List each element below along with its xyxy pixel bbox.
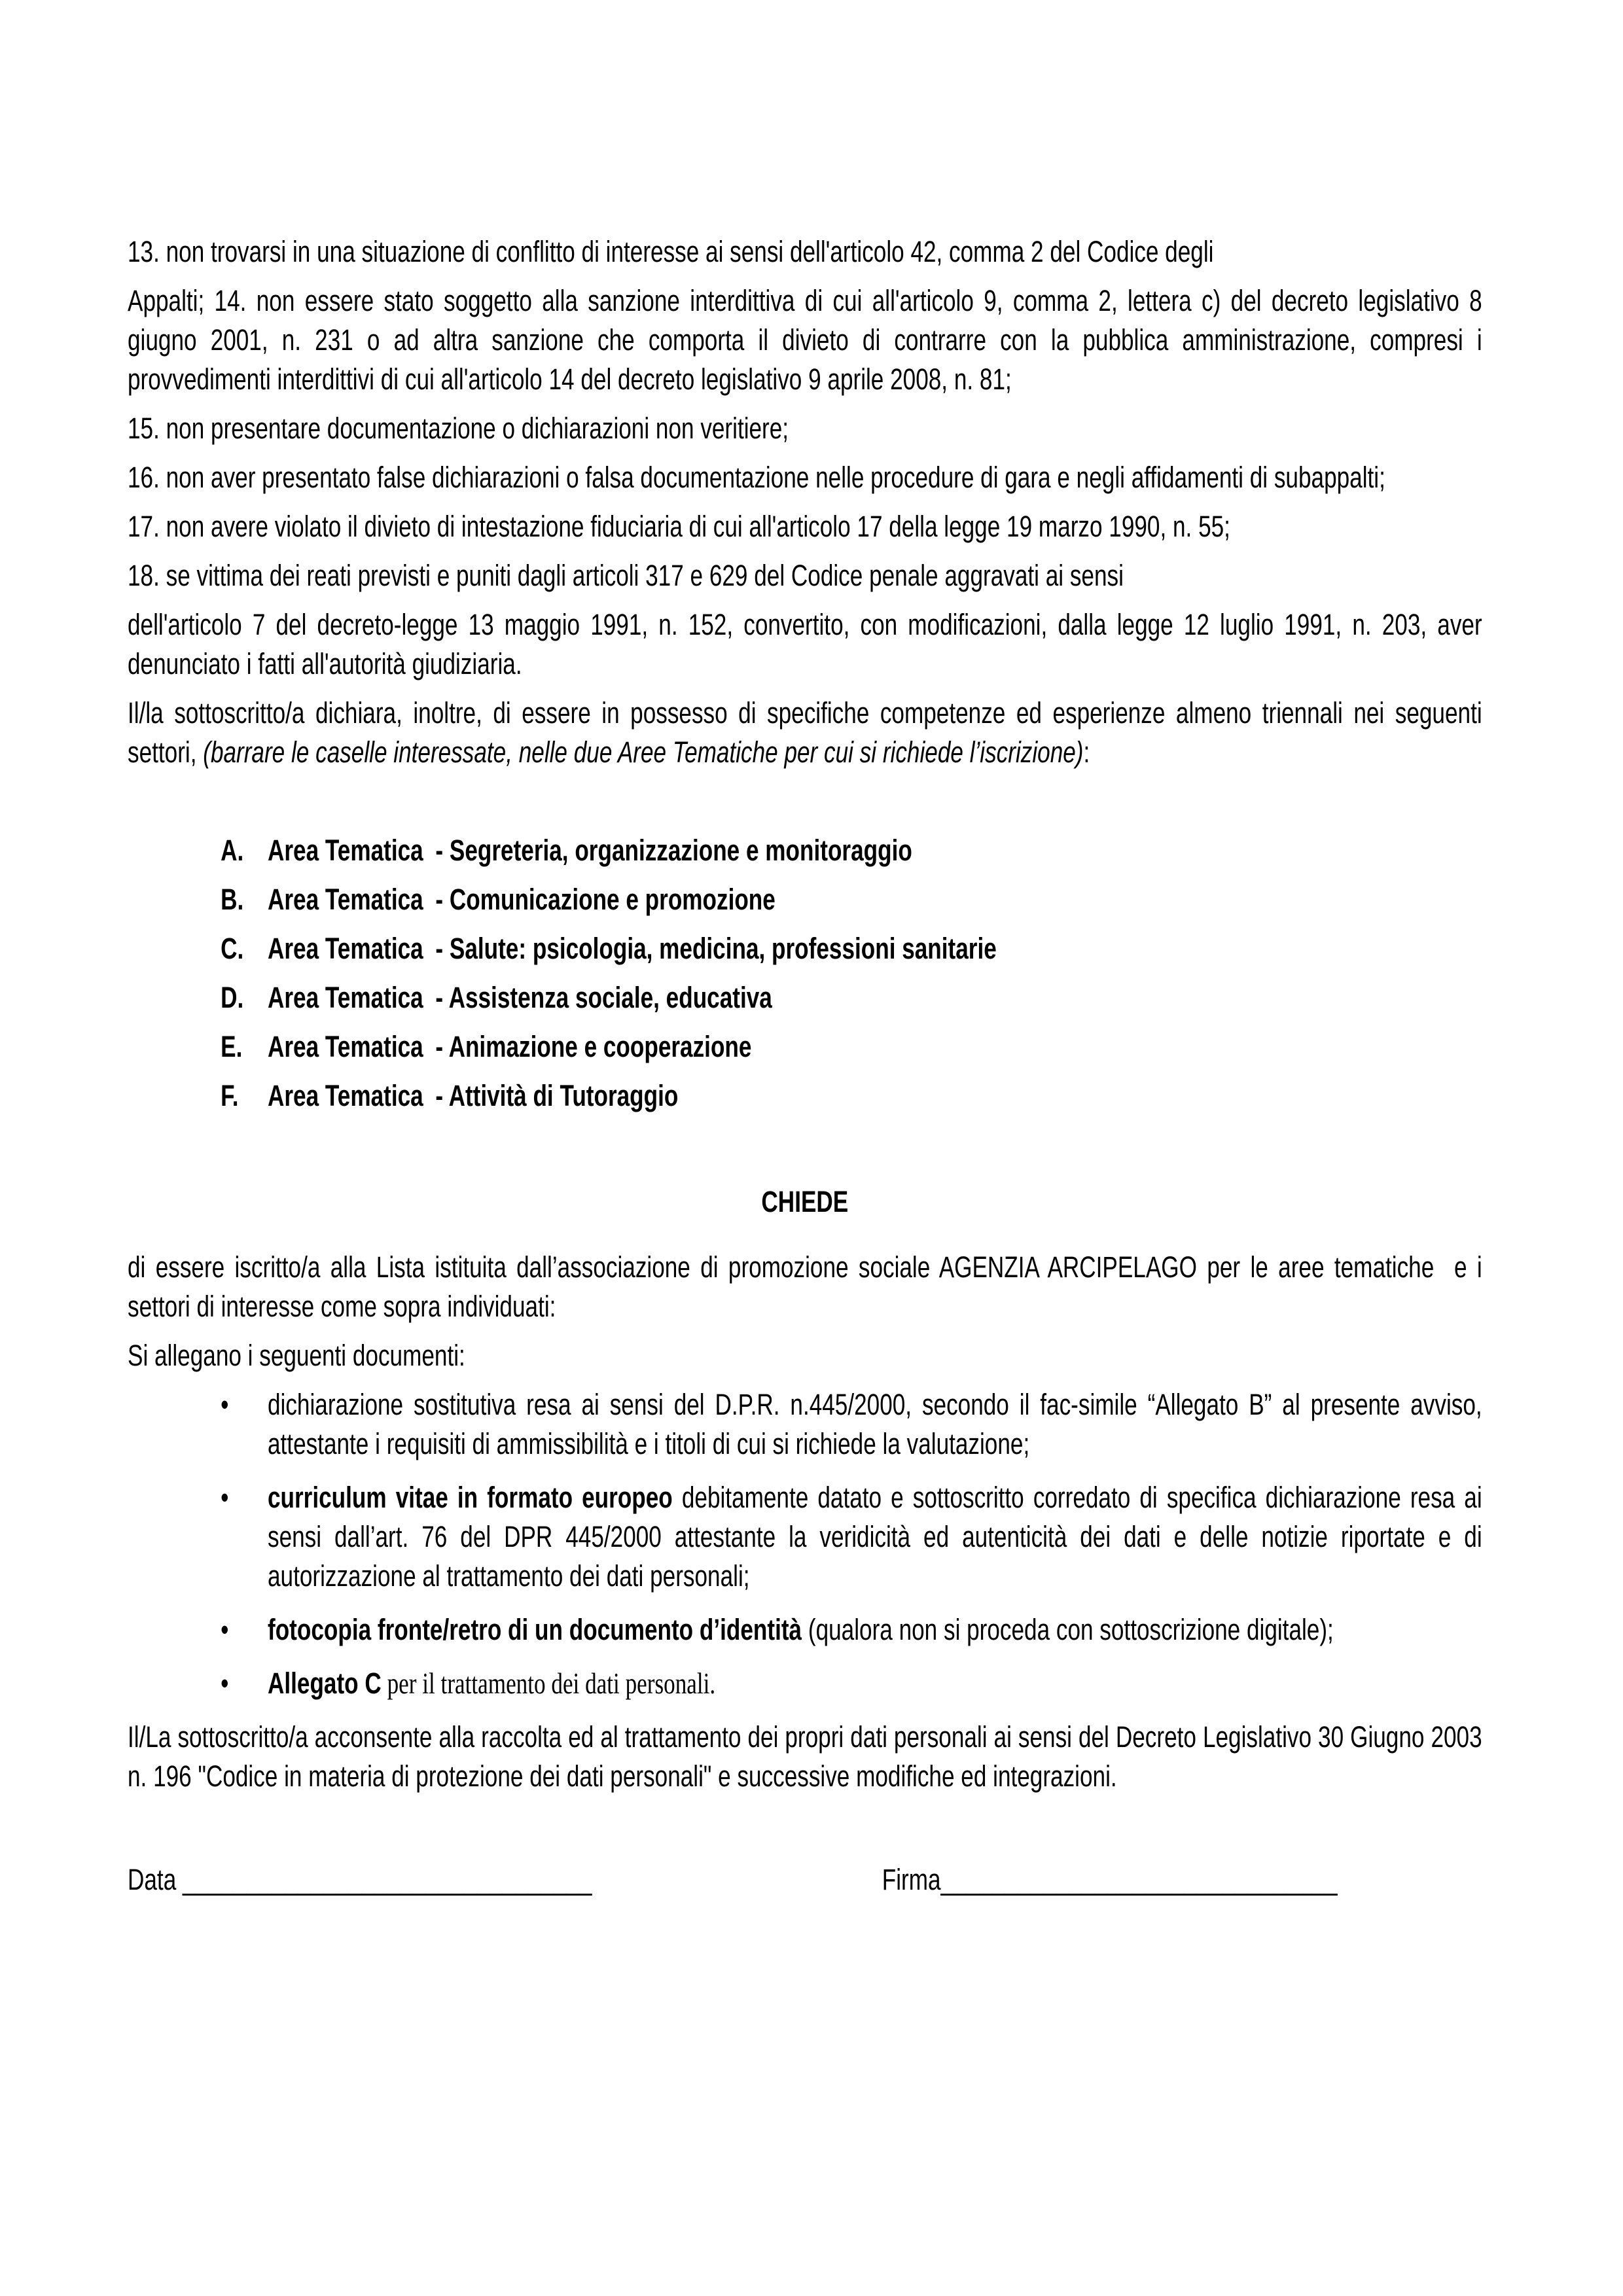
date-label: Data	[128, 1863, 183, 1896]
area-label: Area Tematica	[267, 834, 423, 867]
paragraph-item-16: 16. non aver presentato false dichiarazioni o falsa documentazione nelle procedure di gara e negli affidamenti di subappalti;	[128, 461, 1385, 494]
signature-row	[128, 1860, 1482, 1899]
declaration-intro-text: Il/la sottoscritto/a dichiara, inoltre, di essere in possesso di specifiche competenze ed esperienze almeno triennali nei seguenti settori,	[128, 696, 1482, 769]
area-label: Area Tematica	[267, 932, 423, 965]
signature-block	[882, 1860, 1338, 1899]
bullet-icon: •	[221, 1613, 229, 1646]
thematic-area-item-a	[221, 831, 1482, 870]
chiede-heading: CHIEDE	[761, 1185, 849, 1218]
attachment-bold-lead: Allegato C	[267, 1667, 382, 1700]
area-description: - Assistenza sociale, educativa	[435, 981, 772, 1014]
consent-paragraph: Il/La sottoscritto/a acconsente alla raccolta ed al trattamento dei propri dati personali ai sensi del Decreto Legislativo 30 Giugno 2003 n. 196 "Codice in materia di protezione dei dati personali" e successive modifiche ed integrazioni.	[128, 1720, 1482, 1793]
document-content	[128, 232, 1482, 1899]
bullet-icon: •	[221, 1667, 229, 1700]
attachments-intro: Si allegano i seguenti documenti:	[128, 1339, 465, 1372]
area-letter: E.	[221, 1030, 243, 1063]
attachment-rest: debitamente datato e sottoscritto corredato di specifica dichiarazione resa ai sensi dall’art. 76 del DPR 445/2000 attestante la veridicità ed autenticità dei dati e delle notizie riportate e di autorizzazione al trattamento dei dati personali;	[267, 1481, 1482, 1593]
bullet-icon: •	[221, 1388, 229, 1421]
area-description: - Attività di Tutoraggio	[435, 1079, 679, 1112]
area-description: - Comunicazione e promozione	[435, 883, 776, 916]
attachment-item-declaration	[221, 1385, 1482, 1464]
area-label: Area Tematica	[267, 1030, 423, 1063]
attachment-rest-serif: per il trattamento dei dati personali.	[381, 1667, 716, 1700]
paragraph-item-18-intro: 18. se vittima dei reati previsti e puniti dagli articoli 317 e 629 del Codice penale aggravati ai sensi	[128, 559, 1124, 592]
area-letter: B.	[221, 883, 244, 916]
attachment-text	[268, 1610, 1482, 1650]
thematic-areas-list	[128, 831, 1482, 1116]
area-letter: F.	[221, 1079, 239, 1112]
area-letter: C.	[221, 932, 244, 965]
attachment-text	[268, 1478, 1482, 1596]
date-blank-line: ________________________________	[183, 1863, 592, 1896]
signature-label: Firma	[882, 1863, 941, 1896]
area-description: - Salute: psicologia, medicina, professioni sanitarie	[435, 932, 997, 965]
area-label: Area Tematica	[267, 883, 423, 916]
attachment-item-curriculum	[221, 1478, 1482, 1596]
area-letter: A.	[221, 834, 244, 867]
attachment-rest: (qualora non si proceda con sottoscrizione digitale);	[802, 1613, 1334, 1646]
attachment-text: dichiarazione sostitutiva resa ai sensi del D.P.R. n.445/2000, secondo il fac-simile “Allegato B” al presente avviso, attestante i requisiti di ammissibilità e i titoli di cui si richiede la valutazione;	[267, 1388, 1482, 1460]
attachment-bold-lead: curriculum vitae in formato europeo	[267, 1481, 673, 1514]
paragraph-item-13: 13. non trovarsi in una situazione di conflitto di interesse ai sensi dell'articolo 42, comma 2 del Codice degli	[128, 235, 1214, 268]
declaration-paragraph	[128, 694, 1482, 772]
paragraph-item-15: 15. non presentare documentazione o dichiarazioni non veritiere;	[128, 412, 789, 445]
area-label: Area Tematica	[267, 981, 423, 1014]
date-block	[128, 1860, 882, 1899]
area-letter: D.	[221, 981, 244, 1014]
area-description: - Segreteria, organizzazione e monitoraggio	[435, 834, 912, 867]
paragraph-item-14: Appalti; 14. non essere stato soggetto alla sanzione interdittiva di cui all'articolo 9, comma 2, lettera c) del decreto legislativo 8 giugno 2001, n. 231 o ad altra sanzione che comporta il divieto di contrarre con la pubblica amministrazione, compresi i provvedimenti interdittivi di cui all'articolo 14 del decreto legislativo 9 aprile 2008, n. 81;	[128, 284, 1482, 396]
attachment-text	[268, 1664, 1482, 1703]
signature-blank-line: _______________________________	[940, 1863, 1338, 1896]
attachment-item-allegato-c	[221, 1664, 1482, 1703]
paragraph-item-18-continuation: dell'articolo 7 del decreto-legge 13 maggio 1991, n. 152, convertito, con modificazioni, dalla legge 12 luglio 1991, n. 203, aver denunciato i fatti all'autorità giudiziaria.	[128, 608, 1482, 680]
request-paragraph: di essere iscritto/a alla Lista istituita dall’associazione di promozione sociale AGENZIA ARCIPELAGO per le aree tematiche e i settori di interesse come sopra individuati:	[128, 1250, 1482, 1323]
thematic-area-item-f	[221, 1076, 1482, 1116]
thematic-area-item-b	[221, 880, 1482, 919]
bullet-icon: •	[221, 1481, 229, 1514]
area-label: Area Tematica	[267, 1079, 423, 1112]
thematic-area-item-c	[221, 929, 1482, 968]
paragraph-item-17: 17. non avere violato il divieto di intestazione fiduciaria di cui all'articolo 17 della legge 19 marzo 1990, n. 55;	[128, 510, 1230, 543]
attachment-bold-lead: fotocopia fronte/retro di un documento d’identità	[267, 1613, 802, 1646]
declaration-note-italic: (barrare le caselle interessate, nelle due Aree Tematiche per cui si richiede l’iscrizione)	[203, 735, 1084, 769]
declaration-colon: :	[1083, 735, 1090, 769]
attachment-item-photocopy	[221, 1610, 1482, 1650]
thematic-area-item-e	[221, 1027, 1482, 1067]
area-description: - Animazione e cooperazione	[435, 1030, 752, 1063]
attachments-list	[128, 1385, 1482, 1703]
thematic-area-item-d	[221, 978, 1482, 1017]
